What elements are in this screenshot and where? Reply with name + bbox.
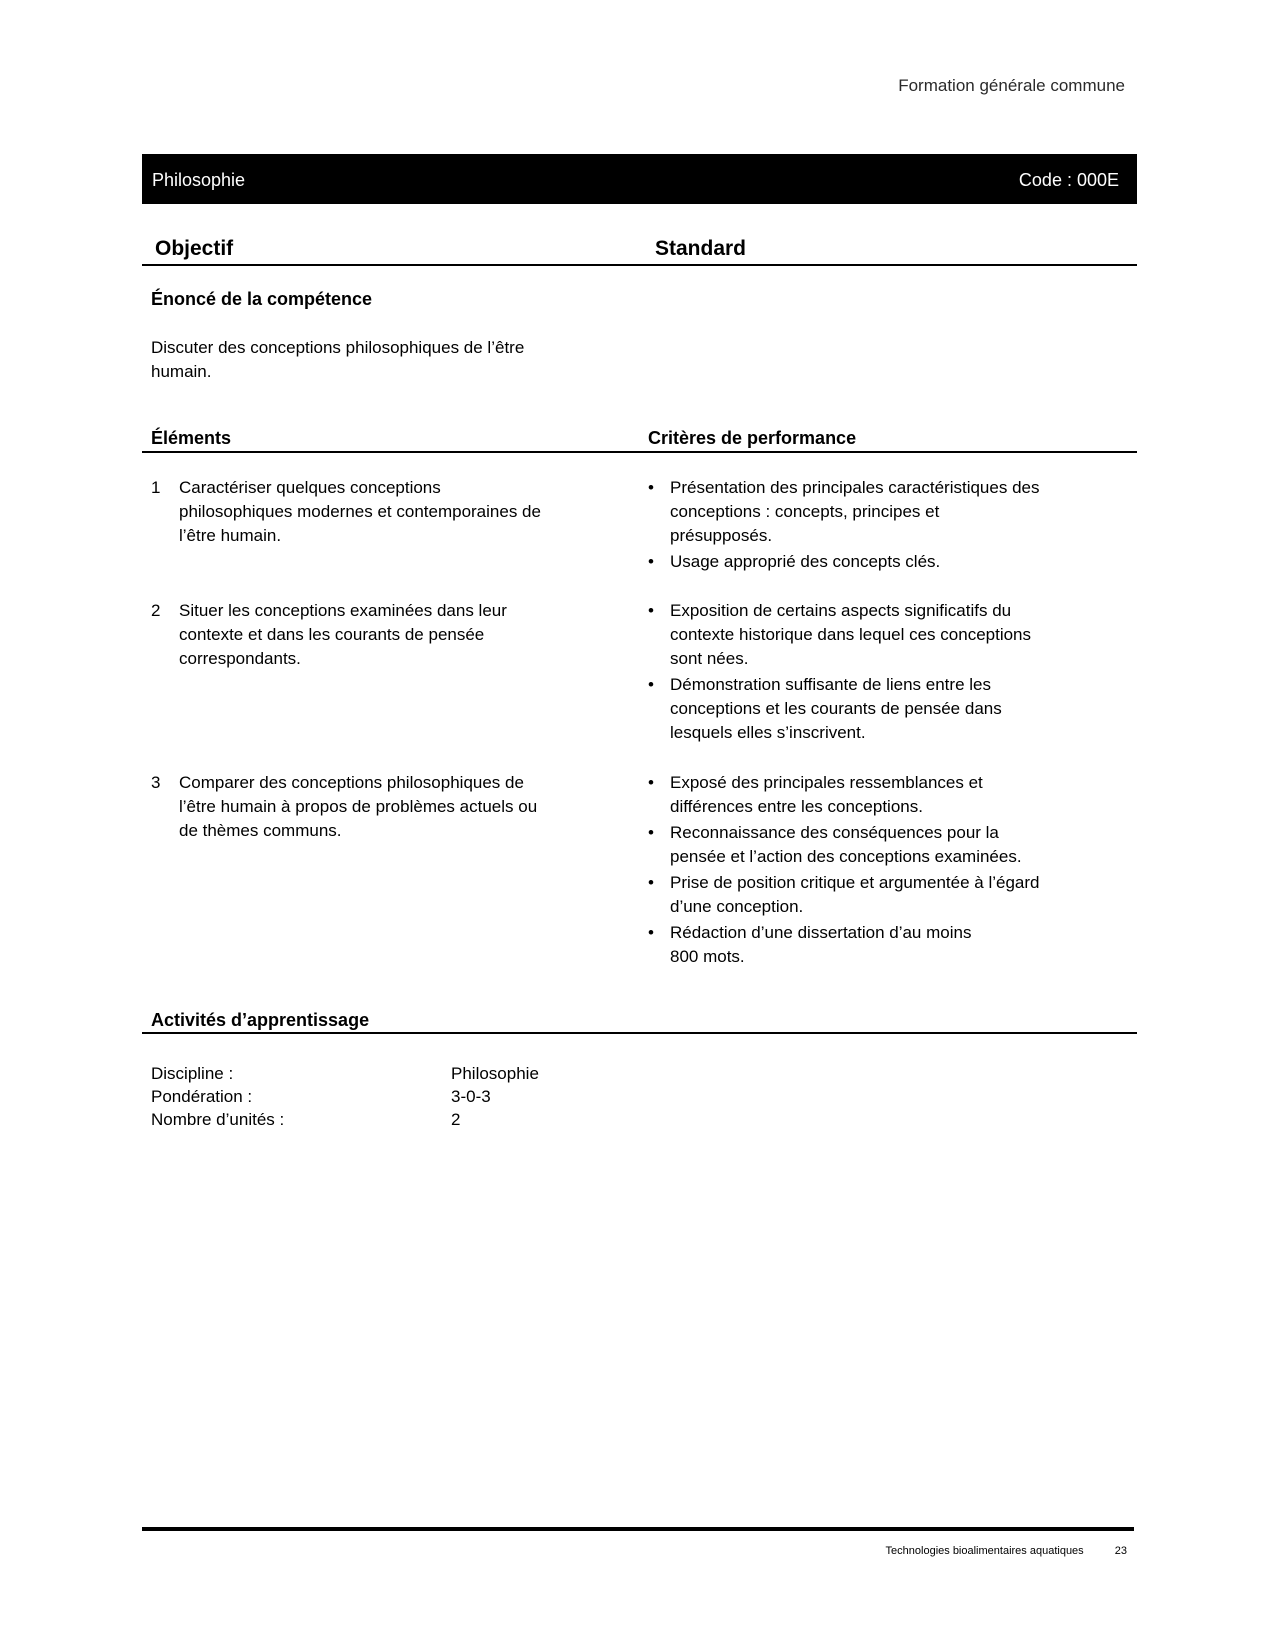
bullet-icon: • [648,478,654,497]
footer-divider [142,1527,1134,1531]
bullet-icon: • [648,823,654,842]
bullet-icon: • [648,873,654,892]
divider [142,451,1137,453]
criterion-item [648,921,1128,969]
unites-row [151,1108,751,1131]
criterion-line: Prise de position critique et argumentée à l’égard [670,873,1040,892]
element-item-1 [151,476,651,548]
criterion-line: d’une conception. [670,897,804,916]
divider [142,1032,1137,1034]
element-line: Situer les conceptions examinées dans leur [179,601,507,620]
criterion-item [648,871,1128,919]
criteria-list-1 [648,476,1128,576]
criterion-item [648,476,1128,548]
enonce-line: humain. [151,362,212,381]
bullet-icon: • [648,923,654,942]
ponderation-row [151,1085,751,1108]
course-code: Code : 000E [1018,170,1119,190]
element-line: correspondants. [179,649,301,668]
element-number: 2 [151,601,161,620]
criterion-item [648,771,1128,819]
unites-label: Nombre d’unités : [151,1110,285,1129]
program-header: Formation générale commune [898,76,1125,95]
element-line: de thèmes communs. [179,821,342,840]
discipline-value: Philosophie [451,1064,539,1083]
footer-text: Technologies bioalimentaires aquatiques [885,1545,1084,1557]
element-line: l’être humain. [179,526,282,545]
title-bar [142,154,1137,204]
criterion-item [648,550,1128,574]
element-item-3 [151,771,651,843]
criterion-line: Reconnaissance des conséquences pour la [670,823,999,842]
page-number: 23 [1114,1545,1127,1557]
divider [142,264,1137,266]
criterion-line: conceptions : concepts, principes et [670,502,940,521]
criterion-line: présupposés. [670,526,773,545]
element-number: 3 [151,773,161,792]
criterion-line: Usage approprié des concepts clés. [670,552,941,571]
criteria-list-3 [648,771,1128,971]
criterion-line: pensée et l’action des conceptions examinées. [670,847,1022,866]
activites-heading: Activités d’apprentissage [151,1010,370,1030]
element-line: Comparer des conceptions philosophiques de [179,773,524,792]
objectif-heading: Objectif [155,237,234,260]
element-line: philosophiques modernes et contemporaines de [179,502,541,521]
criterion-item [648,673,1128,745]
element-item-2 [151,599,651,671]
discipline-row [151,1062,751,1085]
ponderation-value: 3-0-3 [451,1087,491,1106]
unites-value: 2 [451,1110,461,1129]
criteria-heading: Critères de performance [648,428,857,448]
criterion-line: conceptions et les courants de pensée dans [670,699,1002,718]
element-line: l’être humain à propos de problèmes actuels ou [179,797,538,816]
criterion-line: Exposé des principales ressemblances et [670,773,983,792]
criterion-line: lesquels elles s’inscrivent. [670,723,866,742]
criterion-line: contexte historique dans lequel ces conceptions [670,625,1032,644]
ponderation-label: Pondération : [151,1087,253,1106]
enonce-heading: Énoncé de la compétence [151,289,373,309]
bullet-icon: • [648,601,654,620]
criterion-line: Démonstration suffisante de liens entre les [670,675,991,694]
criterion-line: différences entre les conceptions. [670,797,923,816]
discipline-label: Discipline : [151,1064,234,1083]
bullet-icon: • [648,675,654,694]
element-line: Caractériser quelques conceptions [179,478,441,497]
enonce-text [151,336,524,384]
criterion-item [648,821,1128,869]
enonce-line: Discuter des conceptions philosophiques de l’être [151,338,525,357]
course-title: Philosophie [152,170,246,190]
criterion-line: Rédaction d’une dissertation d’au moins [670,923,972,942]
criteria-list-2 [648,599,1128,747]
criterion-line: sont nées. [670,649,749,668]
elements-heading: Éléments [151,428,232,448]
criterion-line: Exposition de certains aspects significatifs du [670,601,1012,620]
standard-heading: Standard [655,237,747,260]
criterion-item [648,599,1128,671]
bullet-icon: • [648,773,654,792]
bullet-icon: • [648,552,654,571]
criterion-line: Présentation des principales caractéristiques des [670,478,1040,497]
element-number: 1 [151,478,161,497]
criterion-line: 800 mots. [670,947,745,966]
footer [886,1545,1127,1557]
element-line: contexte et dans les courants de pensée [179,625,485,644]
